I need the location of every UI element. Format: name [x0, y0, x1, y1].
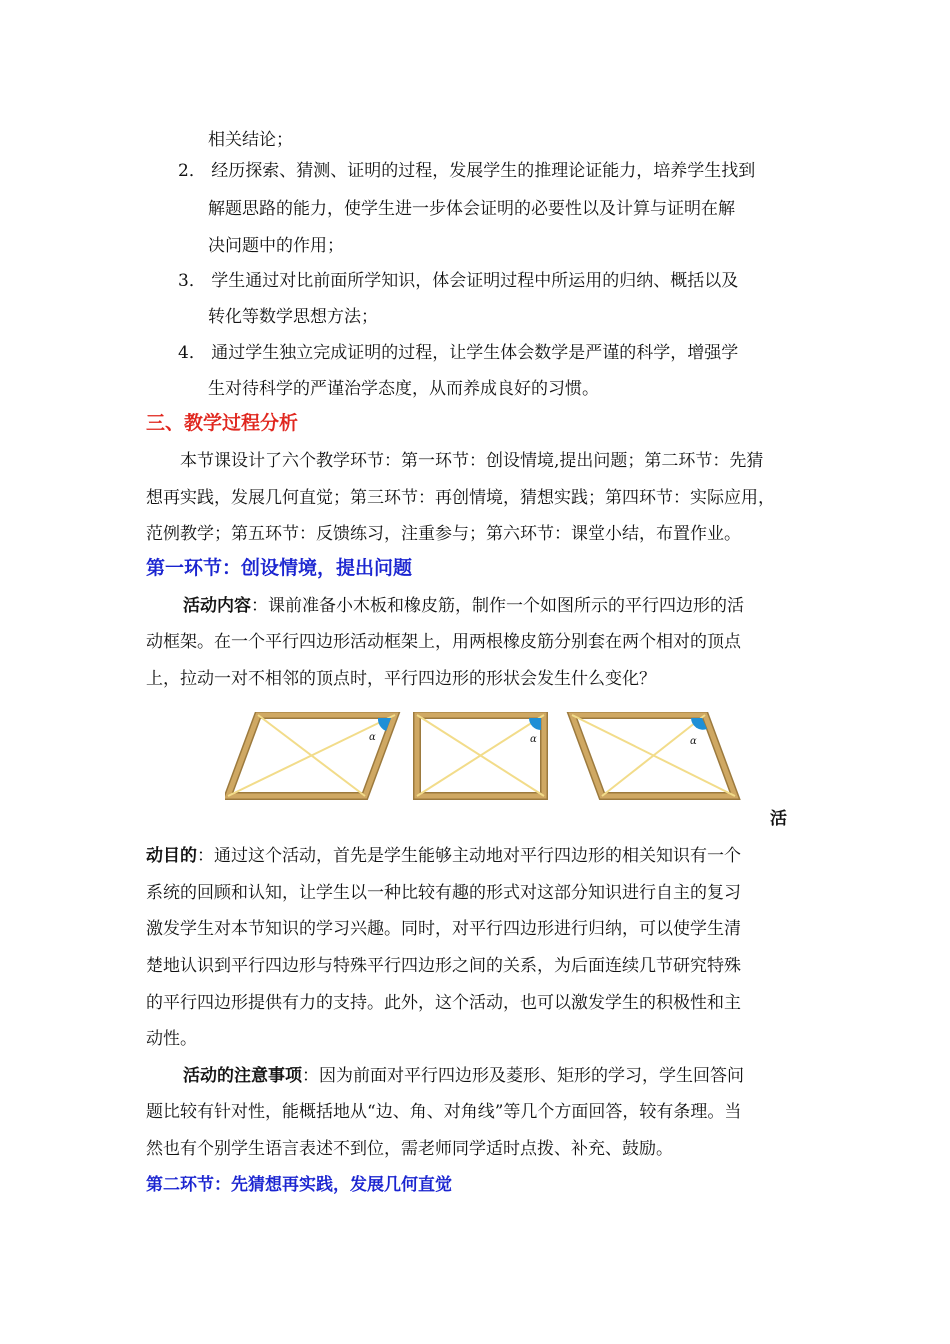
paragraph-line: 本节课设计了六个教学环节：第一环节：创设情境,提出问题；第二环节：先猜 — [180, 451, 764, 471]
section-heading: 三、教学过程分析 — [146, 412, 299, 434]
paragraph-line: 然也有个别学生语言表述不到位，需老师同学适时点拨、补充、鼓励。 — [146, 1139, 673, 1159]
parallelogram-frame-left — [228, 715, 395, 796]
goal-text: ：通过这个活动，首先是学生能够主动地对平行四边形的相关知识有一个 — [197, 846, 741, 866]
paragraph-line: 动框架。在一个平行四边形活动框架上，用两根橡皮筋分别套在两个相对的顶点 — [146, 632, 741, 652]
text-line: 解题思路的能力，使学生进一步体会证明的必要性以及计算与证明在解 — [208, 199, 735, 219]
paragraph-line — [183, 594, 744, 618]
wrapped-char: 活 — [770, 809, 787, 829]
rectangle-frame — [417, 715, 544, 796]
text-line: 转化等数学思想方法； — [208, 307, 378, 327]
note-text: ：因为前面对平行四边形及菱形、矩形的学习，学生回答问 — [302, 1066, 744, 1086]
text-line: 决问题中的作用； — [208, 236, 344, 256]
subsection-heading: 第一环节：创设情境，提出问题 — [146, 557, 413, 579]
paragraph-line — [146, 844, 741, 868]
paragraph-line: 题比较有针对性，能概括地从“边、角、对角线”等几个方面回答，较有条理。当 — [146, 1102, 742, 1122]
paragraph-line: 的平行四边形提供有力的支持。此外，这个活动，也可以激发学生的积极性和主 — [146, 993, 741, 1013]
frames-figure — [225, 712, 745, 802]
paragraph-line: 想再实践，发展几何直觉；第三环节：再创情境，猜想实践；第四环节：实际应用， — [146, 488, 775, 508]
note-label: 活动的注意事项 — [183, 1066, 302, 1086]
list-item-2: 2． 经历探索、猜测、证明的过程，发展学生的推理论证能力，培养学生找到 — [178, 161, 756, 181]
activity-text: ：课前准备小木板和橡皮筋，制作一个如图所示的平行四边形的活 — [251, 596, 744, 616]
angle-label: α — [369, 732, 376, 743]
paragraph-line: 动性。 — [146, 1029, 197, 1049]
paragraph-line: 激发学生对本节知识的学习兴趣。同时，对平行四边形进行归纳，可以使学生清 — [146, 919, 741, 939]
list-item-4: 4． 通过学生独立完成证明的过程，让学生体会数学是严谨的科学，增强学 — [178, 343, 739, 363]
paragraph-line: 楚地认识到平行四边形与特殊平行四边形之间的关系，为后面连续几节研究特殊 — [146, 956, 741, 976]
activity-label: 活动内容 — [183, 596, 251, 616]
paragraph-line: 范例教学；第五环节：反馈练习，注重参与；第六环节：课堂小结，布置作业。 — [146, 524, 741, 544]
paragraph-line: 上，拉动一对不相邻的顶点时，平行四边形的形状会发生什么变化？ — [146, 669, 656, 689]
goal-label: 动目的 — [146, 846, 197, 866]
list-item-3: 3． 学生通过对比前面所学知识，体会证明过程中所运用的归纳、概括以及 — [178, 271, 739, 291]
subsection-heading: 第二环节：先猜想再实践，发展几何直觉 — [146, 1175, 452, 1195]
text-line: 生对待科学的严谨治学态度，从而养成良好的习惯。 — [208, 379, 599, 399]
angle-label: α — [530, 734, 537, 745]
paragraph-line — [183, 1064, 744, 1088]
parallelogram-frame-right — [572, 715, 735, 796]
angle-label: α — [690, 736, 697, 747]
text-line: 相关结论； — [208, 130, 293, 150]
paragraph-line: 系统的回顾和认知，让学生以一种比较有趣的形式对这部分知识进行自主的复习 — [146, 883, 741, 903]
